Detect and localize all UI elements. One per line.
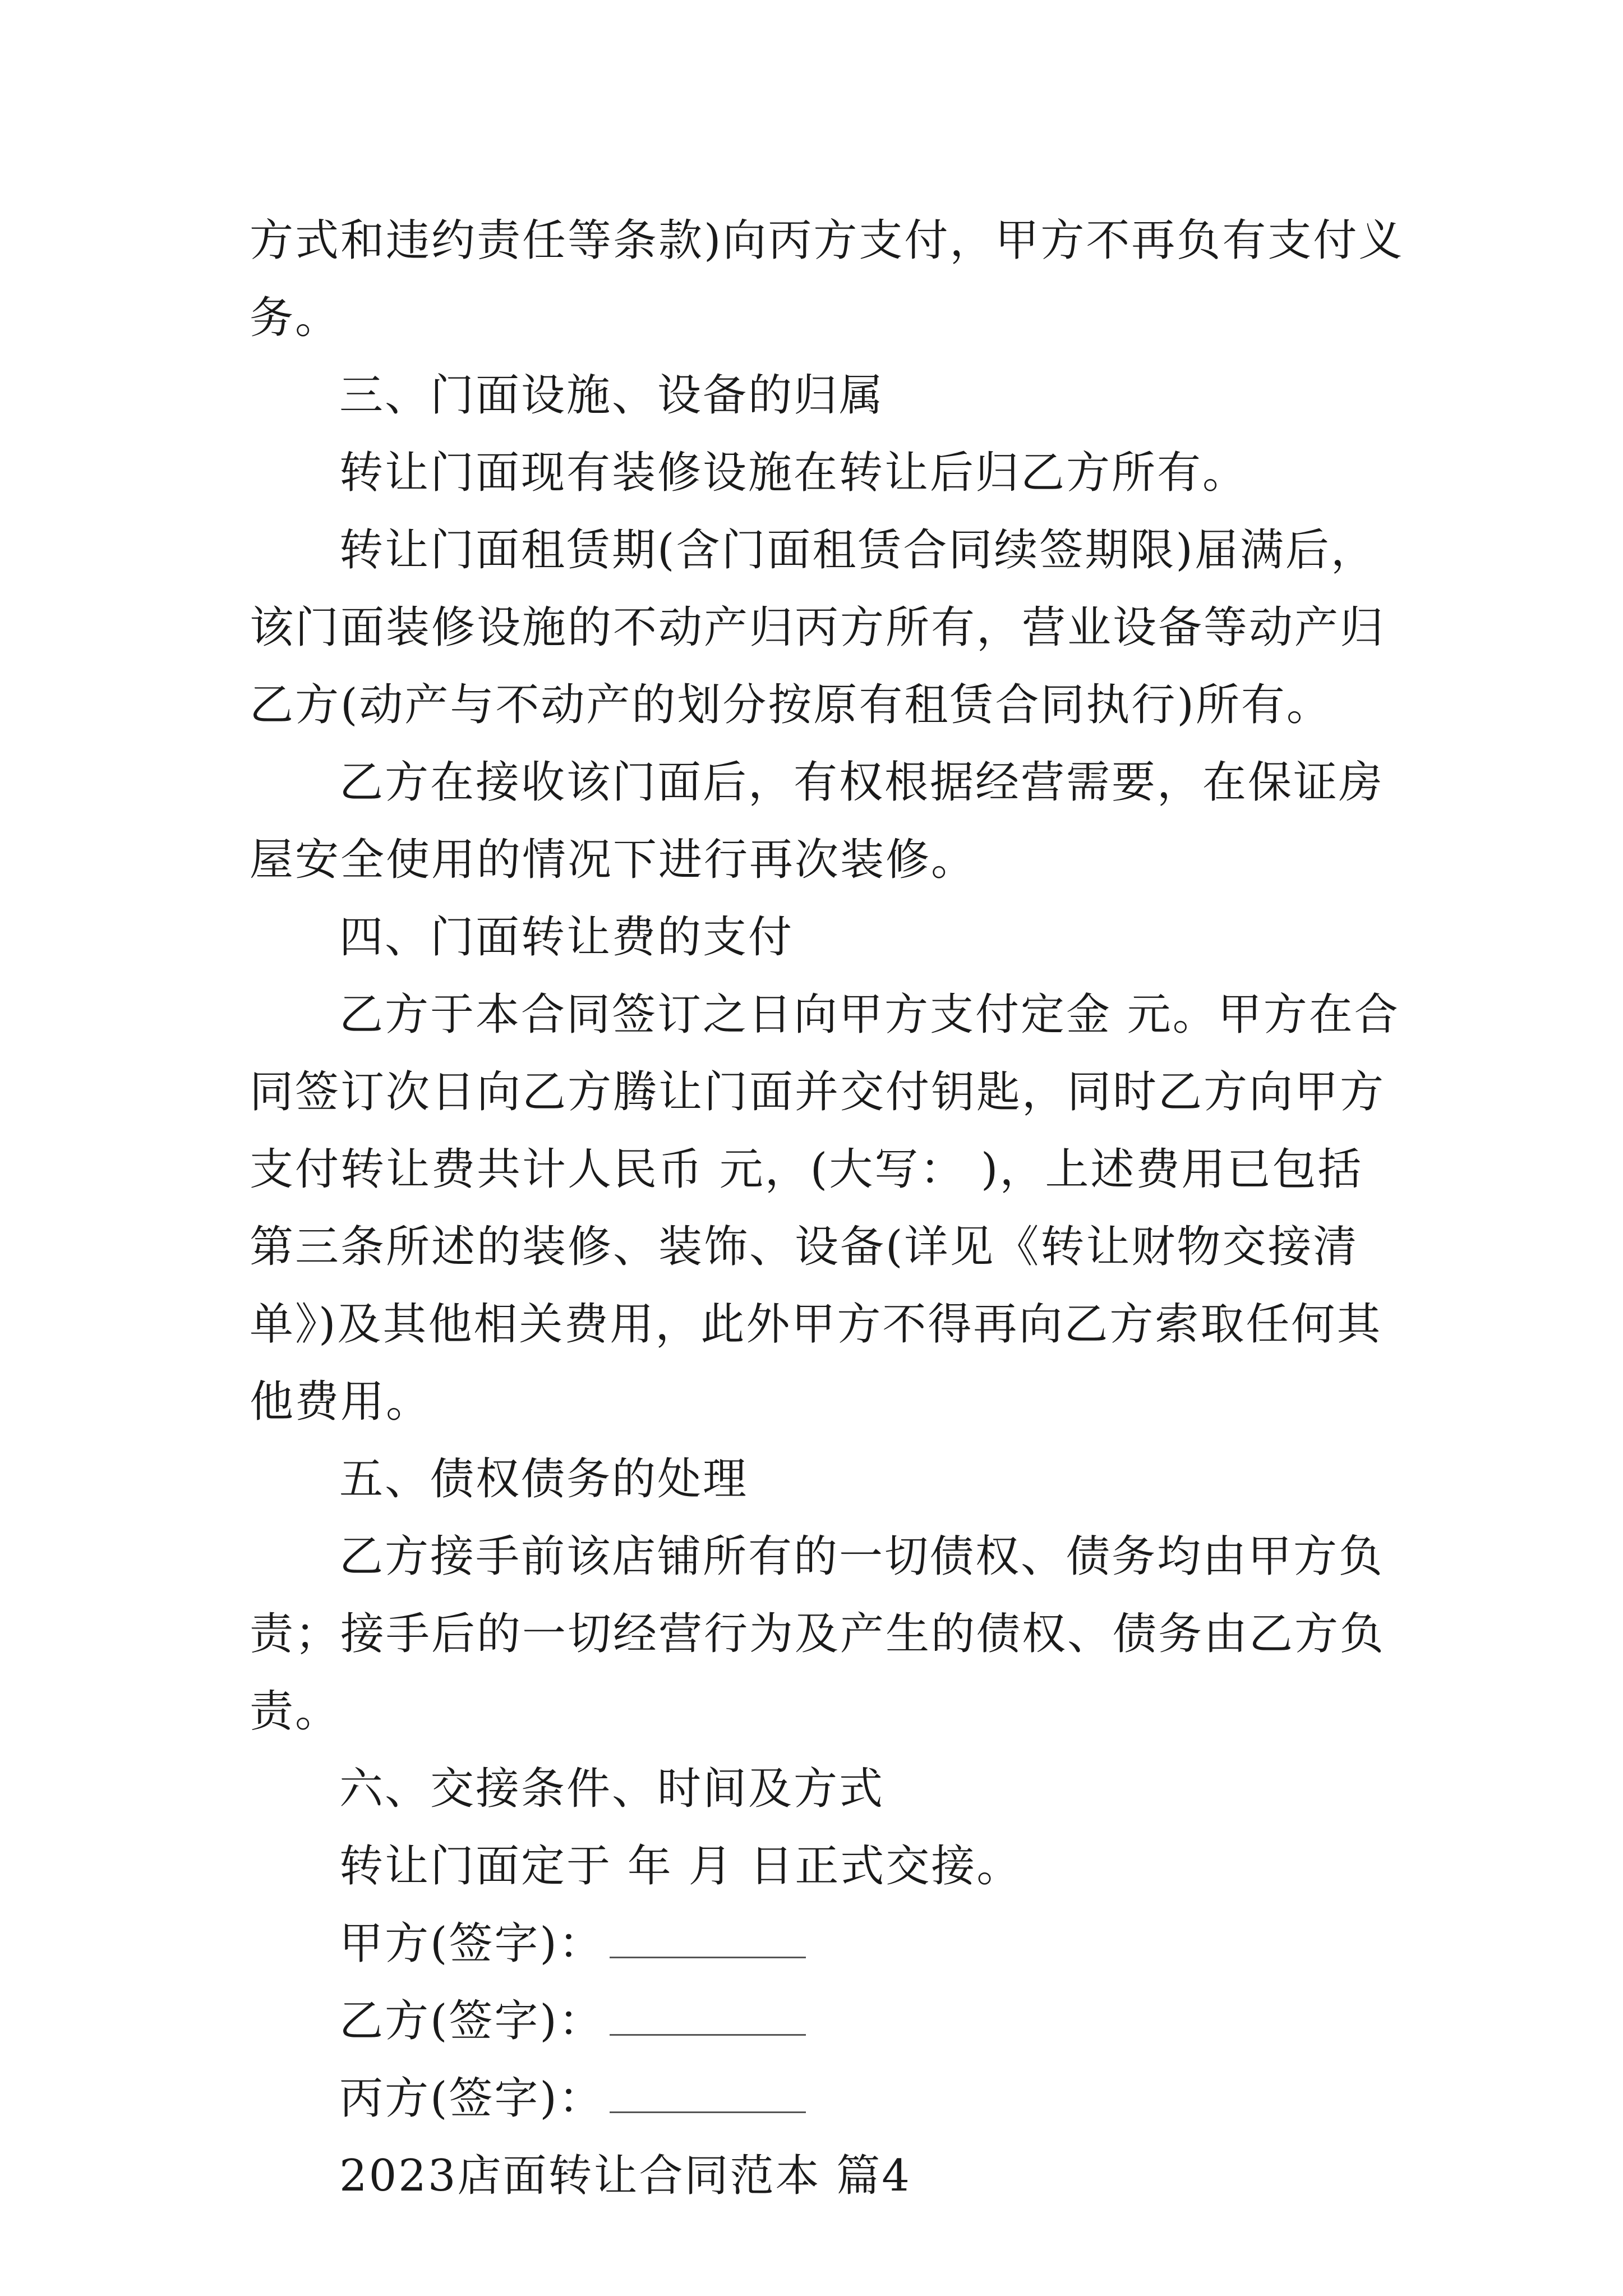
paragraph: 乙方在接收该门面后，有权根据经营需要，在保证房屋安全使用的情况下进行再次装修。 — [250, 757, 1385, 885]
paragraph: 乙方于本合同签订之日向甲方支付定金 元。甲方在合同签订次日向乙方腾让门面并交付钥匙，同时乙方向甲方支付转让费共计人民币 元，(大写： )，上述费用已包括第三条所述的装修、装饰、设备(详见《转让财物交接清单》)及其他相关费用，此外甲方不得再向乙方索取任何其他费用。 — [250, 990, 1400, 1427]
document-body — [250, 202, 1405, 2215]
section-heading-5: 五、债权债务的处理 — [339, 1454, 749, 1504]
signature-label: 乙方(签字)： — [339, 1996, 604, 2046]
signature-label: 丙方(签字)： — [339, 2073, 604, 2124]
paragraph: 乙方接手前该店铺所有的一切债权、债务均由甲方负责；接手后的一切经营行为及产生的债权、债务由乙方负责。 — [250, 1531, 1386, 1737]
paragraph: 转让门面租赁期(含门面租赁合同续签期限)届满后，该门面装修设施的不动产归丙方所有，营业设备等动产归乙方(动产与不动产的划分按原有租赁合同执行)所有。 — [250, 525, 1386, 730]
section-heading-6: 六、交接条件、时间及方式 — [339, 1764, 885, 1814]
paragraph-continuation: 方式和违约责任等条款)向丙方支付，甲方不再负有支付义务。 — [250, 215, 1404, 343]
signature-line — [610, 1922, 806, 1958]
signature-row-party-a — [250, 1905, 1405, 1982]
paragraph: 转让门面现有装修设施在转让后归乙方所有。 — [339, 448, 1248, 498]
signature-row-party-c — [250, 2060, 1405, 2137]
section-heading-3: 三、门面设施、设备的归属 — [339, 370, 885, 421]
signature-line — [610, 2077, 806, 2113]
signature-line — [610, 1999, 806, 2036]
section-heading-4: 四、门面转让费的支付 — [339, 912, 794, 963]
paragraph: 转让门面定于 年 月 日正式交接。 — [339, 1841, 1022, 1892]
next-section-title: 2023店面转让合同范本 篇4 — [339, 2151, 911, 2201]
signature-label: 甲方(签字)： — [339, 1918, 604, 1969]
signature-row-party-b — [250, 1982, 1405, 2060]
